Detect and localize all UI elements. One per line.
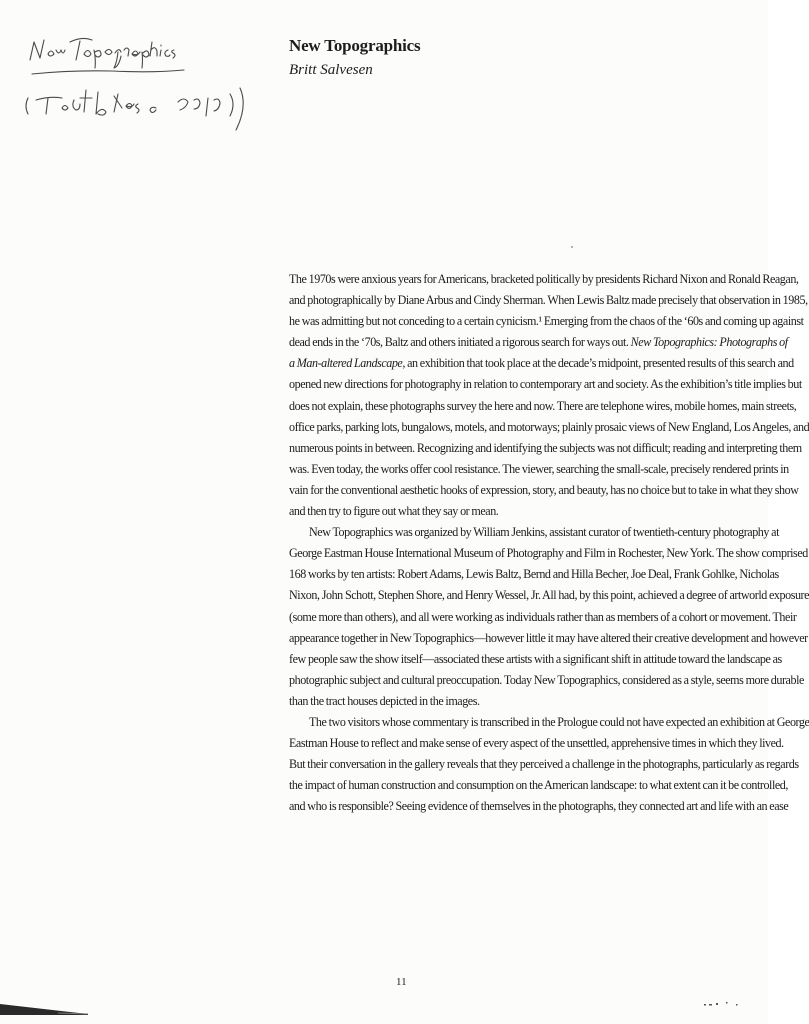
text-segment: George Eastman House International Museum of Photography and Film in Rochester, New York. The show comprised xyxy=(289,546,808,561)
text-line xyxy=(289,522,779,543)
text-segment: 168 works by ten artists: Robert Adams, Lewis Baltz, Bernd and Hilla Becher, Joe Deal, Frank Gohlke, Nicholas xyxy=(289,567,779,582)
article-body xyxy=(289,269,809,817)
text-line xyxy=(289,417,809,438)
text-line xyxy=(289,775,788,796)
handwritten-annotation xyxy=(18,28,268,148)
italic-text: a Man-altered Landscape xyxy=(289,356,403,371)
text-segment: vain for the conventional aesthetic hooks of expression, story, and beauty, has no choice but to take in what they show xyxy=(289,482,799,497)
text-segment: and then try to figure out what they say or mean. xyxy=(289,504,499,519)
text-segment: few people saw the show itself—associated these artists with a significant shift in attitude toward the landscape as xyxy=(289,651,782,666)
text-segment: The 1970s were anxious years for Americans, bracketed politically by presidents Richard Nixon and Ronald Reagan, xyxy=(289,272,799,286)
text-segment: and photographically by Diane Arbus and Cindy Sherman. When Lewis Baltz made precisely that observation in 1985, xyxy=(289,293,808,308)
text-segment: But their conversation in the gallery reveals that they perceived a challenge in the photographs, particularly as regards xyxy=(289,757,799,772)
page-number: 11 xyxy=(396,976,407,988)
text-line xyxy=(289,480,799,501)
text-line xyxy=(289,712,809,733)
text-segment: (some more than others), and all were working as individuals rather than as members of a cohort or movement. Their xyxy=(289,609,797,624)
text-segment: numerous points in between. Recognizing and identifying the subjects was not difficult; reading and interpreting them xyxy=(289,440,802,455)
text-segment: and who is responsible? Seeing evidence of themselves in the photographs, they connected art and life with an ease xyxy=(289,799,789,814)
article-author: Britt Salvesen xyxy=(289,62,373,78)
text-line xyxy=(289,607,797,628)
text-segment: was. Even today, the works offer cool resistance. The viewer, searching the small-scale, precisely rendered prints in xyxy=(289,461,789,476)
text-segment: The two visitors whose commentary is transcribed in the Prologue could not have expected an exhibition at George xyxy=(309,714,809,729)
text-segment: office parks, parking lots, bungalows, motels, and motorways; plainly prosaic views of New England, Los Angeles, and xyxy=(289,419,809,434)
text-line xyxy=(289,290,808,311)
text-segment: opened new directions for photography in relation to contemporary art and society. As the exhibition’s title implies but xyxy=(289,377,802,392)
text-line xyxy=(289,332,788,353)
text-line xyxy=(289,543,808,564)
text-segment: he was admitting but not conceding to a certain cynicism.¹ Emerging from the chaos of the ‘60s and coming up against xyxy=(289,314,804,329)
text-line xyxy=(289,459,789,480)
text-segment: dead ends in the ‘70s, Baltz and others initiated a rigorous search for ways out. xyxy=(289,335,631,350)
text-segment: New Topographics was organized by William Jenkins, assistant curator of twentieth-century photography at xyxy=(309,525,779,540)
text-line xyxy=(289,374,802,395)
text-line xyxy=(289,670,804,691)
text-segment: photographic subject and cultural preoccupation. Today New Topographics, considered as a style, seems more durable xyxy=(289,672,804,687)
scan-speck xyxy=(571,246,573,248)
text-line xyxy=(289,754,799,775)
text-line xyxy=(289,438,802,459)
text-line xyxy=(289,564,779,585)
text-line xyxy=(289,733,784,754)
text-segment: Nixon, John Schott, Stephen Shore, and Henry Wessel, Jr. All had, by this point, achieved a degree of artworld exposure xyxy=(289,588,809,603)
text-segment: Eastman House to reflect and make sense of every aspect of the unsettled, apprehensive times in which they lived. xyxy=(289,736,784,751)
text-line xyxy=(289,796,789,817)
article-title: New Topographics xyxy=(289,36,421,55)
text-segment: , an exhibition that took place at the decade’s midpoint, presented results of this search and xyxy=(402,356,794,371)
text-line xyxy=(289,311,804,332)
text-line xyxy=(289,691,754,712)
scan-edge-mark xyxy=(0,1002,90,1016)
text-segment: appearance together in New Topographics—however little it may have altered their creative development and however xyxy=(289,630,808,645)
text-line xyxy=(289,628,808,649)
text-segment: does not explain, these photographs survey the here and now. There are telephone wires, mobile homes, main streets, xyxy=(289,398,797,413)
italic-text: New Topographics: Photographs of xyxy=(630,335,788,350)
text-line xyxy=(289,269,799,290)
text-segment: than the tract houses depicted in the images. xyxy=(289,693,480,708)
text-segment: the impact of human construction and consumption on the American landscape: to what extent can it be controlled, xyxy=(289,778,788,793)
text-line xyxy=(289,396,797,417)
text-line xyxy=(289,353,794,374)
text-line xyxy=(289,649,782,670)
scan-corner-marks xyxy=(702,995,742,1003)
text-line xyxy=(289,501,754,522)
text-line xyxy=(289,585,809,606)
